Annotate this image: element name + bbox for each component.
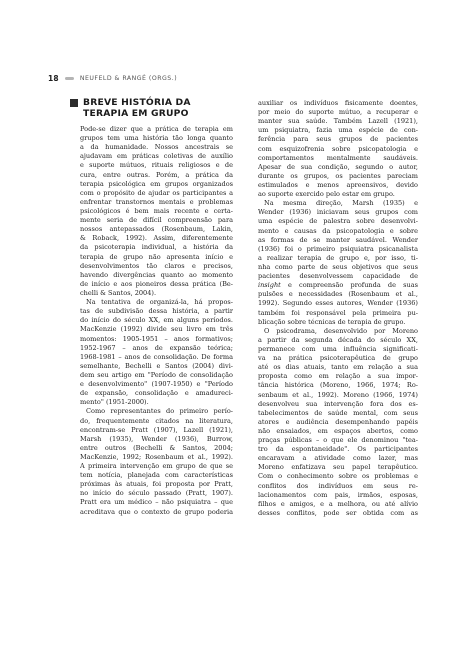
section-title-line-1: BREVE HISTÓRIA DA	[83, 97, 191, 108]
text-line: no início do século passado (Pratt, 1907).	[80, 489, 233, 498]
text-line: Pratt era um médico – não psiquiatra – que	[80, 498, 233, 507]
text-line: Moreno enfatizava seu papel terapêutico.	[258, 463, 418, 472]
text-line: grupos tem uma história tão longa quanto	[80, 134, 233, 143]
text-line: de expansão, consolidação e amadureci-	[80, 389, 233, 398]
text-line: e desenvolvimento" (1907-1950) e "Período	[80, 380, 233, 389]
text-line: Na mesma direção, Marsh (1935) e	[264, 199, 418, 208]
text-line: desenvolvimentos tão claros e precisos,	[80, 261, 233, 270]
text-line: blicação sobre técnicas de terapia de grupo.	[258, 317, 406, 326]
text-line: ferência para seus grupos de pacientes	[258, 135, 418, 144]
section-square-icon	[70, 99, 78, 107]
text-line: tância histórica (Moreno, 1966, 1974; Ro-	[258, 381, 418, 390]
text-line: terapia de grupo não apresenta início e	[80, 252, 233, 261]
text-line: estimulados e menos apreensivos, devido	[258, 180, 418, 189]
text-line: Como representantes do primeiro perío-	[86, 407, 233, 416]
text-line: momentos: 1905-1951 – anos formativos;	[80, 334, 233, 343]
text-line: nossos antepassados (Rosenbaum, Lakin,	[80, 225, 233, 234]
text-line: pacientes desenvolvessem capacidade de	[258, 272, 418, 281]
text-line: ao suporte exercido pelo estar em grupo.	[258, 190, 395, 199]
text-line: uma espécie de palestra sobre desenvolvi-	[258, 217, 418, 226]
text-line: nha como parte de seus objetivos que seus	[258, 262, 418, 271]
text-line: encaravam a atividade como lazer, mas	[258, 454, 418, 463]
text-line: lacionamentos com pais, irmãos, esposas,	[258, 490, 418, 499]
text-line: psicológicos é bem mais recente e certa-	[80, 206, 233, 215]
text-line: manter sua saúde. Também Lazell (1921),	[258, 117, 418, 126]
text-line: semelhante, Bechelli e Santos (2004) divi-	[80, 361, 233, 370]
text-line: encontram-se Pratt (1907), Lazell (1921),	[80, 425, 233, 434]
text-line: desses conflitos, pode ser obtida com as	[258, 508, 418, 517]
text-line: conflitos dos indivíduos em seus re-	[258, 481, 418, 490]
text-line: entre outros (Bechelli & Santos, 2004;	[80, 443, 233, 452]
section-heading	[70, 97, 233, 119]
text-line: 1952-1967 – anos de expansão teórica;	[80, 343, 233, 352]
text-line: tem notícia, planejada com características	[80, 471, 233, 480]
text-line: A primeira intervenção em grupo de que se	[80, 462, 233, 471]
text-line: permanece com uma influência significati-	[258, 344, 418, 353]
text-line: auxiliar os indivíduos fisicamente doentes,	[258, 99, 418, 107]
text-line: Wender (1936) iniciavam seus grupos com	[258, 208, 418, 217]
text-line: a realizar terapia de grupo e, por isso, ti-	[258, 253, 418, 262]
left-column-text	[80, 125, 233, 517]
text-line: durante os grupos, os pacientes pareciam	[258, 171, 418, 180]
text-line: tro da espontaneidade". Os participantes	[258, 445, 418, 454]
text-line: proposta como em relação a sua impor-	[258, 372, 418, 381]
text-line: Marsh (1935), Wender (1936), Burrow,	[80, 434, 233, 443]
text-line: Com o conhecimento sobre os problemas e	[258, 472, 418, 481]
page-number: 18	[48, 73, 59, 83]
section-title	[83, 97, 191, 119]
text-line: enfrentar transtornos mentais e problemas	[80, 197, 233, 206]
text-line: filhos e amigos, e a melhora, ou até alívio	[258, 499, 418, 508]
text-line: Apesar de sua condição, segundo o autor,	[258, 162, 418, 171]
text-line: próximas às atuais, foi proposta por Pratt,	[80, 480, 233, 489]
text-line: não ensaiados, em espaços abertos, como	[258, 426, 418, 435]
text-line: MacKenzie (1992) divide seu livro em três	[80, 325, 233, 334]
header-divider-bar	[65, 77, 74, 80]
text-line: tas de subdivisão dessa história, a partir	[80, 307, 233, 316]
text-line: as formas de se manter saudável. Wender	[258, 235, 418, 244]
text-line: va na prática psicoterapêutica de grupo	[258, 354, 418, 363]
text-line: também foi responsável pela primeira pu-	[258, 308, 418, 317]
text-line: de início e aos pioneiros dessa prática (Be-	[80, 279, 233, 288]
text-line: atores e audiência desempenhando papéis	[258, 417, 418, 426]
text-line: e suporte mútuos, rituais religiosos e de	[80, 161, 233, 170]
text-line: & Roback, 1992). Assim, diferentemente	[80, 234, 233, 243]
running-header	[48, 72, 177, 84]
text-line: mento e causas da psicopatologia e sobre	[258, 226, 418, 235]
section-title-line-2: TERAPIA EM GRUPO	[83, 108, 189, 119]
text-line: tabelecimentos de saúde mental, com seus	[258, 408, 418, 417]
right-column-text	[258, 99, 418, 518]
text-line: ajudavam em práticas coletivas de auxílio	[80, 152, 233, 161]
text-line: chelli & Santos, 2004).	[80, 288, 157, 297]
text-line: havendo divergências quanto ao momento	[80, 270, 233, 279]
text-line: comportamentos mentalmente saudáveis.	[258, 153, 418, 162]
text-line: da psicoterapia individual, a história da	[80, 243, 233, 252]
text-line: (1936) foi o primeiro psiquiatra psicanalista	[258, 244, 418, 253]
text-line: até os dias atuais, tanto em relação a sua	[258, 363, 418, 372]
text-line: Na tentativa de organizá-la, há propos-	[86, 298, 233, 307]
text-line: terapia psicológica em grupos organizados	[80, 179, 233, 188]
text-line: com o propósito de ajudar os participantes a	[80, 188, 233, 197]
text-line: acreditava que o contexto de grupo poderia	[80, 507, 233, 516]
text-line: a partir da segunda década do século XX,	[258, 335, 418, 344]
text-line: MacKenzie, 1992; Rosenbaum et al., 1992).	[80, 452, 233, 461]
text-line: 1992). Segundo esses autores, Wender (1936)	[258, 299, 418, 308]
text-line: insight e compreensão profunda de suas	[258, 281, 418, 290]
text-line: pulsões e necessidades (Rosenbaum et al.,	[258, 290, 418, 299]
text-line: mente seria de difícil compreensão para	[80, 216, 233, 225]
left-column	[80, 97, 233, 517]
text-line: praças públicas – o que ele denominou "tea-	[258, 436, 418, 445]
text-line: com esquizofrenia sobre psicopatologia e	[258, 144, 418, 153]
running-head-title: NEUFELD & RANGÉ (ORGS.)	[79, 74, 178, 82]
text-line: um psiquiatra, fazia uma espécie de con-	[258, 126, 418, 135]
right-column	[258, 99, 418, 518]
text-line: desenvolveu sua intervenção fora dos es-	[258, 399, 418, 408]
text-line: dem seu artigo em "Período de consolidação	[80, 370, 233, 379]
text-line: Pode-se dizer que a prática de terapia em	[80, 125, 233, 133]
text-line: O psicodrama, desenvolvido por Moreno	[264, 326, 418, 335]
text-line: cura, entre outras. Porém, a prática da	[80, 170, 233, 179]
text-line: do início do século XX, em alguns períodos.	[80, 316, 233, 325]
text-line: mento" (1951-2000).	[80, 398, 149, 407]
italic-term: insight	[258, 281, 281, 290]
text-line: a da humanidade. Nossos ancestrais se	[80, 143, 233, 152]
text-line: por meio do suporte mútuo, a recuperar e	[258, 108, 418, 117]
text-line: do, frequentemente citados na literatura,	[80, 416, 233, 425]
text-line: senbaum et al., 1992). Moreno (1966, 1974)	[258, 390, 418, 399]
text-line: 1968-1981 – anos de consolidação. De forma	[80, 352, 233, 361]
